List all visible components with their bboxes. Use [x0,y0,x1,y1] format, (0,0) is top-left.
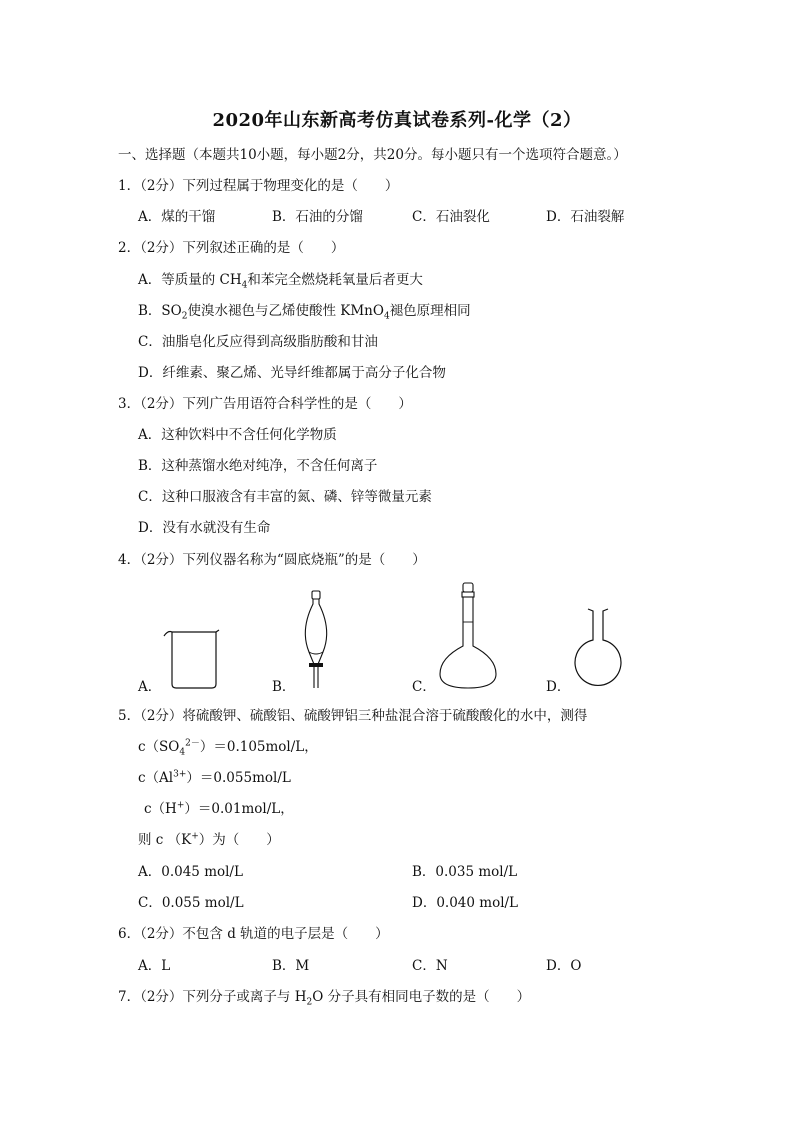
question-1-option-a[interactable]: A．煤的干馏 [138,209,216,225]
question-6-stem: 6．（2分）不包含 d 轨道的电子层是（ ） [118,926,389,942]
question-3-option-c[interactable]: C．这种口服液含有丰富的氮、磷、锌等微量元素 [138,489,432,505]
round-bottom-flask-icon [572,606,624,692]
question-6-option-b[interactable]: B．M [272,958,310,974]
question-1-stem: 1．（2分）下列过程属于物理变化的是（ ） [118,178,399,194]
question-7-stem: 7．（2分）下列分子或离子与 $H_2O$ 分子具有相同电子数的是（ ） [118,989,531,1008]
question-6-option-a[interactable]: A．L [138,958,171,974]
question-5-sulfate-concentration: $c(SO_4^{2-})=0.105mol/L$， [138,738,318,758]
question-4-option-d[interactable]: D． [546,679,571,695]
question-2-option-c[interactable]: C．油脂皂化反应得到高级脂肪酸和甘油 [138,334,378,350]
question-5-option-a[interactable]: A．0.045 mol/L [138,864,243,880]
separatory-funnel-icon [296,590,336,690]
question-3-option-b[interactable]: B．这种蒸馏水绝对纯净，不含任何离子 [138,458,378,474]
question-5-option-c[interactable]: C．0.055 mol/L [138,895,244,911]
beaker-icon [162,628,226,690]
question-3-stem: 3．（2分）下列广告用语符合科学性的是（ ） [118,396,412,412]
question-5-aluminum-concentration: $c(Al^{3+})=0.055mol/L$ [138,769,291,786]
question-1-option-b[interactable]: B．石油的分馏 [272,209,363,225]
question-2-stem: 2．（2分）下列叙述正确的是（ ） [118,240,345,256]
question-5-question: 则 c （K+）为（ ） [138,831,280,848]
question-4-option-b[interactable]: B． [272,679,296,695]
question-4-option-a[interactable]: A． [138,679,162,695]
question-5-option-d[interactable]: D．0.040 mol/L [412,895,519,911]
question-6-option-d[interactable]: D．O [546,958,582,974]
question-4-option-c[interactable]: C． [412,679,436,695]
question-1-option-c[interactable]: C．石油裂化 [412,209,490,225]
question-2-option-a[interactable]: A．等质量的 $CH_4$和苯完全燃烧耗氧量后者更大 [138,272,423,291]
section-header: 一、选择题（本题共10小题，每小题2分，共20分。每小题只有一个选项符合题意。） [118,147,627,163]
volumetric-flask-icon [436,582,500,690]
question-2-option-d[interactable]: D．纤维素、聚乙烯、光导纤维都属于高分子化合物 [138,365,446,381]
question-4-stem: 4．（2分）下列仪器名称为“圆底烧瓶”的是（ ） [118,552,426,568]
question-6-option-c[interactable]: C．N [412,958,448,974]
question-2-option-b[interactable]: B．$SO_2$使溴水褪色与乙烯使酸性 KMnO$_4$褪色原理相同 [138,303,471,322]
question-1-option-d[interactable]: D．石油裂解 [546,209,625,225]
question-5-hydrogen-concentration: c（H+）＝0.01mol/L， [144,800,294,817]
page-title: 2020年山东新高考仿真试卷系列-化学（2） [212,110,582,131]
question-3-option-a[interactable]: A．这种饮料中不含任何化学物质 [138,427,337,443]
question-3-option-d[interactable]: D．没有水就没有生命 [138,520,271,536]
question-5-option-b[interactable]: B．0.035 mol/L [412,864,518,880]
question-5-stem: 5．（2分）将硫酸钾、硫酸铝、硫酸钾铝三种盐混合溶于硫酸酸化的水中，测得 [118,708,588,724]
